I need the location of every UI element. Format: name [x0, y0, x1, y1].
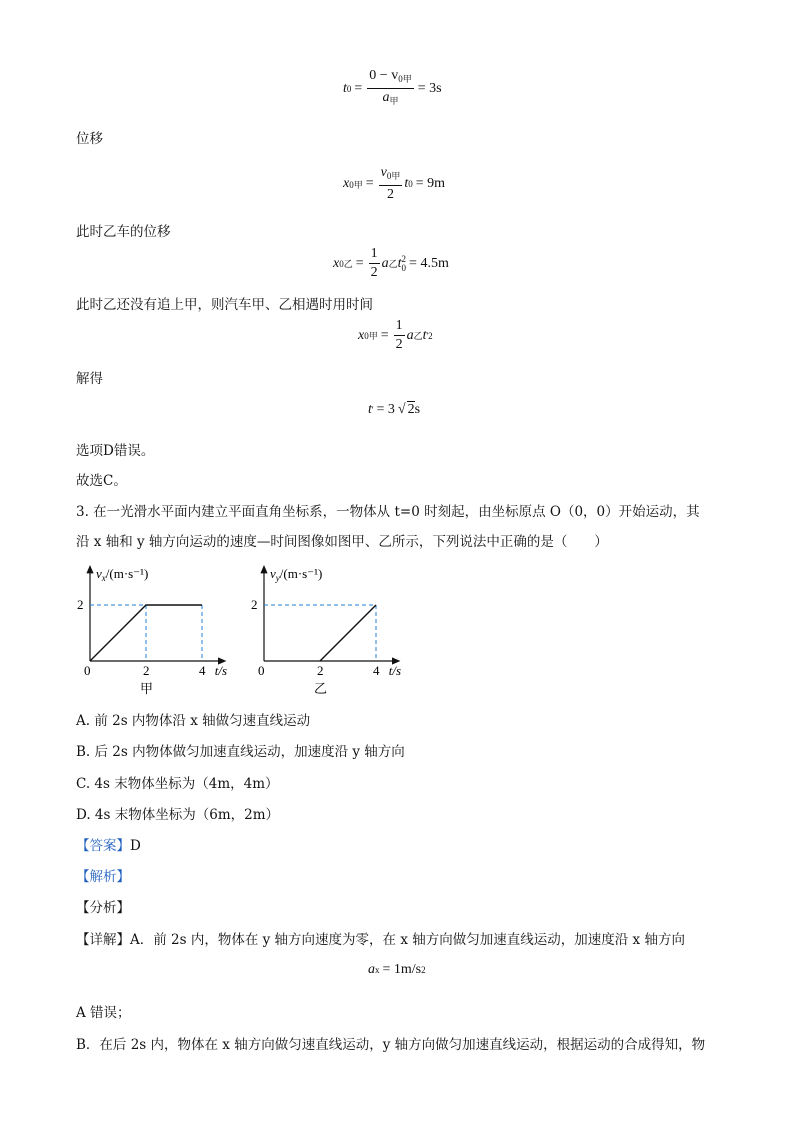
equation-ax: a x = 1m/s 2: [368, 962, 426, 977]
chart-yi: [251, 566, 401, 696]
fraction: $\frac{1}{2}$: [395, 318, 403, 352]
question-3-line1: 3. 在一光滑水平面内建立平面直角坐标系，一物体从 t=0 时刻起，由坐标原点 O（0，0）开始运动，其: [76, 504, 700, 520]
x-tick-label: 4: [199, 663, 206, 678]
fraction: $\frac{v_{0甲}}{2}$: [380, 165, 401, 202]
answer-line: [76, 834, 141, 854]
label-meet-time: 此时乙还没有追上甲，则汽车甲、乙相遇时用时间: [76, 297, 373, 313]
line-choose-c: 故选C。: [76, 473, 127, 489]
option-c: C. 4s 末物体坐标为（4m，4m）: [76, 776, 279, 792]
equation-t-prime: t ' = 3 √ 2 s: [368, 401, 421, 417]
answer-value: D: [130, 838, 141, 854]
y-tick-label: 2: [251, 597, 258, 612]
chart-caption: 乙: [314, 681, 328, 696]
sqrt-sign: √: [397, 401, 406, 417]
answer-label: 【答案】: [76, 838, 130, 854]
line-d-wrong: 选项D错误。: [76, 443, 155, 459]
fenxi-label: 【分析】: [76, 900, 130, 916]
x-tick-label: 2: [143, 663, 150, 678]
detail-b-line: B．在后 2s 内，物体在 x 轴方向做匀速直线运动，y 轴方向做匀加速直线运动，根据运动的合成得知，物: [76, 1037, 706, 1053]
x-tick-label: 0: [258, 663, 265, 678]
series-line: [320, 605, 376, 661]
fraction: $\frac{1}{2}$: [370, 246, 378, 280]
fraction: $\frac{0 - v_{0甲}}{a_甲}$: [369, 68, 412, 106]
y-axis-label: $v_x/(m\cdot s^{-1})$: [96, 566, 149, 583]
analysis-label: 【解析】: [76, 869, 130, 885]
equation-x0-yi: x 0乙 = $\frac{1}{2}$ a 乙 t 2 0 = 4.5m: [333, 246, 449, 280]
x-tick-label: 4: [373, 663, 380, 678]
option-d: D. 4s 末物体坐标为（6m，2m）: [76, 807, 280, 823]
question-3-line2: 沿 x 轴和 y 轴方向运动的速度—时间图像如图甲、乙所示，下列说法中正确的是（ ）: [76, 534, 608, 550]
x-axis-label: t/s: [388, 663, 402, 678]
velocity-time-charts: [70, 558, 430, 700]
line-a-wrong: A 错误；: [76, 1005, 131, 1021]
label-solve: 解得: [76, 371, 103, 387]
equation-x0-jia: x 0甲 = $\frac{v_{0甲}}{2}$ t 0 = 9m: [343, 165, 446, 202]
y-axis-label: $v_y/(m\cdot s^{-1})$: [270, 566, 323, 583]
option-b: B. 后 2s 内物体做匀加速直线运动，加速度沿 y 轴方向: [76, 744, 405, 760]
option-a: A. 前 2s 内物体沿 x 轴做匀速直线运动: [76, 713, 311, 729]
x-tick-label: 0: [84, 663, 91, 678]
detail-label: 【详解】: [76, 932, 130, 948]
detail-a-line: 【详解】A．前 2s 内，物体在 y 轴方向速度为零，在 x 轴方向做匀加速直线运动，加速度沿 x 轴方向: [76, 932, 685, 948]
equation-meet: x 0甲 = $\frac{1}{2}$ a 乙 t '2: [358, 318, 433, 352]
y-tick-label: 2: [77, 597, 84, 612]
chart-jia: [77, 566, 227, 696]
x-axis-label: t/s: [214, 663, 228, 678]
label-displacement: 位移: [76, 131, 103, 147]
x-tick-label: 2: [317, 663, 324, 678]
equation-t0: t 0 = $\frac{0 - v_{0甲}}{a_甲}$ = 3s: [343, 68, 442, 109]
chart-caption: 甲: [140, 681, 154, 696]
label-yi-displacement: 此时乙车的位移: [76, 224, 171, 240]
